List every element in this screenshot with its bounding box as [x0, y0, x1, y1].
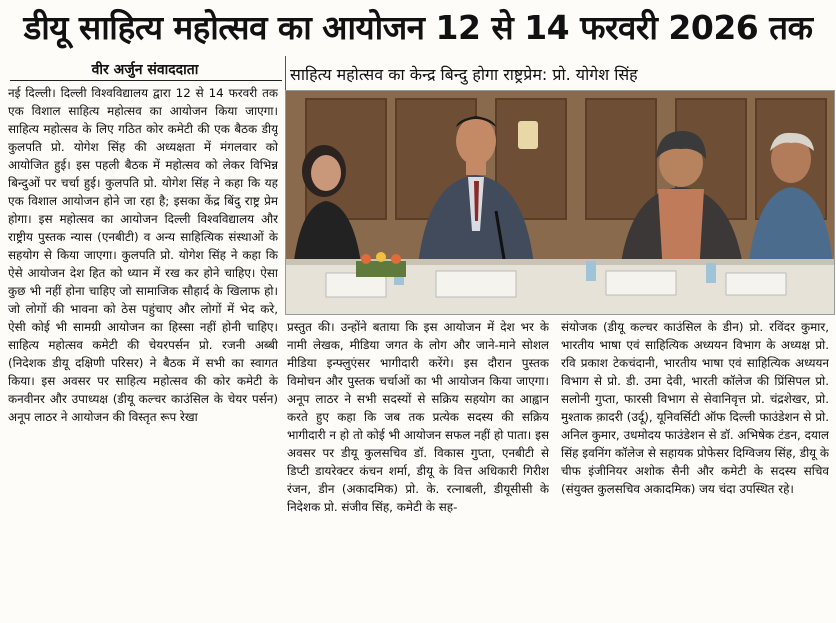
subheadline: साहित्य महोत्सव का केन्द्र बिन्दु होगा राष्ट्रप्रेम: प्रो. योगेश सिंह	[290, 65, 638, 84]
article-column-2	[287, 318, 549, 620]
byline: वीर अर्जुन संवाददाता	[91, 62, 199, 78]
meeting-photo	[285, 90, 835, 315]
article-column-3	[561, 318, 829, 620]
article-column-1	[8, 84, 278, 620]
column-divider	[285, 56, 286, 90]
byline-rule	[10, 80, 282, 81]
article-text-col1: नई दिल्ली। दिल्ली विश्वविद्यालय द्वारा 12 से 14 फरवरी तक एक विशाल साहित्य महोत्सव का आयोजन किया जाएगा। साहित्य महोत्सव के लिए गठित कोर कमेटी की एक बैठक डीयू कुलपति प्रो. योगेश सिंह की अध्यक्षता में मंगलवार को आयोजित हुई। इस पहली बैठक में महोत्सव को लेकर विभिन्न बिन्दुओं पर चर्चा हुई। कुलपति प्रो. योगेश सिंह ने कहा कि यह एक विशाल आयोजन होने जा रहा है; इसका केंद्र बिंदु राष्ट्र प्रेम होगा। इस महोत्सव का आयोजन दिल्ली विश्वविद्यालय और राष्ट्रीय पुस्तक न्यास (एनबीटी) व अन्य साहित्यिक संस्थाओं के सहयोग से किया जाएगा। कुलपति प्रो. योगेश सिंह ने कहा कि ऐसे आयोजन देश हित को ध्यान में रख कर होने चाहिए। ऐसा कुछ भी नहीं होना चाहिए जो सामाजिक सौहार्द के खिलाफ हो। जो लोगों की भावना को ठेस पहुंचाए और लोगों में भेद करे, ऐसी कोई भी सामग्री आयोजन का हिस्सा नहीं होनी चाहिए। साहित्य महोत्सव कमेटी की चेयरपर्सन प्रो. रजनी अब्बी (निदेशक डीयू दक्षिणी परिसर) ने बैठक में सभी का स्वागत किया। इस अवसर पर साहित्य महोत्सव की कोर कमेटी के कनवीनर और उपाध्यक्ष (डीयू कल्चर काउंसिल के चेयर पर्सन) अनूप लाठर ने आयोजन की विस्तृत रूप रेखा	[8, 86, 278, 424]
article-text-col2: प्रस्तुत की। उन्होंने बताया कि इस आयोजन में देश भर के नामी लेखक, मीडिया जगत के लोग और जाने-माने सोशल मीडिया इन्फ्लुएंसर भागीदारी करेंगे। इस दौरान पुस्तक विमोचन और पुस्तक चर्चाओं का भी आयोजन किया जाएगा। अनूप लाठर ने सभी सदस्यों से सक्रिय सहयोग का आह्वान करते हुए कहा कि जब तक प्रत्येक सदस्य की सक्रिय भागीदारी न हो तो कोई भी आयोजन सफल नहीं हो पाता। इस अवसर पर डीयू कुलसचिव डॉ. विकास गुप्ता, एनबीटी से डिप्टी डायरेक्टर कंचन शर्मा, डीयू के वित्त अधिकारी गिरीश रंजन, डीन (अकादमिक) प्रो. के. रत्नाबली, डीयूसीसी के निदेशक प्रो. संजीव सिंह, कमेटी के सह-	[287, 320, 549, 514]
article-text-col3: संयोजक (डीयू कल्चर काउंसिल के डीन) प्रो. रविंदर कुमार, भारतीय भाषा एवं साहित्यिक अध्ययन विभाग के अध्यक्ष प्रो. रवि प्रकाश टेकचंदानी, भारतीय भाषा एवं साहित्यिक अध्ययन विभाग से प्रो. डी. उमा देवी, भारती कॉलेज की प्रिंसिपल प्रो. सलोनी गुप्ता, फारसी विभाग से सेवानिवृत्त प्रो. चंद्रशेखर, प्रो. मुश्ताक क़ादरी (उर्दू), यूनिवर्सिटी ऑफ दिल्ली फाउंडेशन से प्रो. अनिल कुमार, उधमोदय फाउंडेशन से डॉ. अभिषेक टंडन, दयाल सिंह इवनिंग कॉलेज से सहायक प्रोफेसर दिग्विजय सिंह, डीयू के चीफ इंजीनियर अशोक सैनी और कमेटी के सदस्य सचिव (संयुक्त कुलसचिव अकादमिक) जय चंदा उपस्थित रहे।	[561, 320, 829, 496]
headline: डीयू साहित्य महोत्सव का आयोजन 12 से 14 फरवरी 2026 तक	[23, 8, 813, 47]
